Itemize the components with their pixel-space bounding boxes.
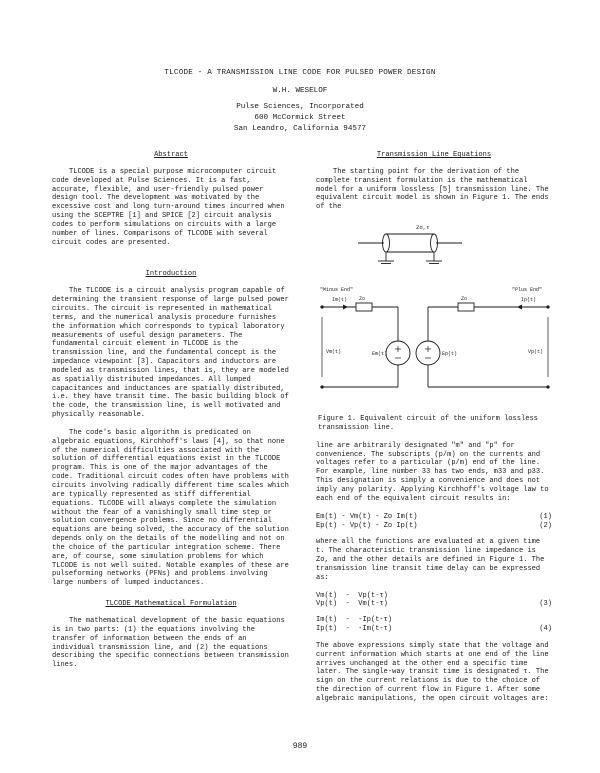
zo-resistor-right [458, 303, 474, 311]
formulation-paragraph-1: The mathematical development of the basic equations is in two parts: (1) the equations involving the transfer of information between the ends of an individual transmission line, and (2) the equations describing the specific connections between transmission lines. [52, 616, 289, 670]
equation-1-text: Em(t) - Vm(t) - Zo Im(t) [316, 512, 418, 521]
ep-label: Ep(t) [442, 351, 458, 358]
zo-label-left: Zo [359, 296, 366, 303]
equation-4a [316, 616, 552, 625]
ep-source [416, 341, 440, 365]
tl-paragraph-1: The starting point for the derivation of the complete transient formulation is the mathematical model for a uniform lossless [5] transmission line. The equivalent circuit model is shown in Figure 1. The ends of the [316, 167, 549, 212]
address-line-2: San Leandro, California 94577 [233, 125, 367, 133]
equation-2 [316, 522, 552, 531]
vm-label: Vm(t) [326, 349, 342, 356]
equation-4a-text: Im(t) - -Ip(t-τ) [316, 616, 393, 625]
ip-arrow-icon [517, 305, 522, 310]
abstract-text: TLCODE is a special purpose microcomputer circuit code developed at Pulse Sciences. It is a fast, accurate, flexible, and user-friendly pulsed power design tool. The development was motivated by the excessive cost and long turn-around times incurred when using the SCEPTRE [1] and SPICE [2] circuit analysis codes to perform simulations on circuits with a large number of lines. Comparisons of TLCODE with several circuit codes are presented. [52, 167, 285, 247]
equation-4-number: (4) [539, 625, 552, 634]
tl-paragraph-3: where all the functions are evaluated at a given time t. The characteristic transmission line impedance is Zo, and the other details are defined in Figure 1. The transmission line transit time delay can be expressed as: [316, 538, 545, 582]
figure-1-caption: Figure 1. Equivalent circuit of the uniform lossless transmission line. [318, 415, 538, 432]
right-column [316, 151, 552, 713]
equation-1 [316, 513, 552, 522]
figure-1 [316, 221, 552, 409]
introduction-paragraph-1: The TLCODE is a circuit analysis program capable of determining the transient response of large pulsed power circuits. The circuit is represented in mathematical terms, and the numerical analysis procedure furnishes the information which corresponds to typical laboratory measurements of useful design parameters. The fundamental circuit element in TLCODE is the transmission line, and the fundamental concept is the impedance viewpoint [3]. Capacitors and inductors are modeled as transmission lines, that is, they are modeled as spatially distributed impedances. All lumped capacitances and inductances are spatially distributed, i.e. they have transit time. The basic building block of the code, the transmission line, is well motivated and physically reasonable. [52, 287, 289, 420]
plus-end-label: "Plus End" [512, 287, 543, 294]
equation-3-number: (3) [539, 600, 552, 609]
equation-4b-text: Ip(t) - -Im(t-τ) [316, 625, 393, 634]
equations-1-2 [316, 513, 552, 531]
equation-4b [316, 625, 552, 634]
im-label: Im(t) [332, 297, 348, 304]
terminal-plus-bottom [546, 385, 549, 388]
page-number: 989 [292, 742, 308, 751]
tl-paragraph-4: The above expressions simply state that the voltage and current information which starts at one end of the line arrives unchanged at the other end a specific time later. The single-way transit time is designated τ. The sign on the current relations is due to the choice of the direction of current flow in Figure 1. After some algebraic manipulations, the open circuit voltages are: [316, 641, 549, 703]
em-label: Em(t) [372, 351, 388, 358]
zo-label-right: Zo [461, 296, 468, 303]
equation-3a-text: Vm(t) - Vp(t-τ) [316, 591, 388, 600]
equation-3b-text: Vp(t) - Vm(t-τ) [316, 600, 388, 609]
introduction-heading: Introduction [145, 270, 197, 279]
vp-label: Vp(t) [528, 349, 544, 356]
introduction-paragraph-2: The code's basic algorithm is predicated on algebraic equations, Kirchhoff's laws [4], so that none of the numerical difficulties associated with the solution of differential equations exist in the TLCODE program. This is one of the major advantages of the code. Traditional circuit codes often have problems with circuits involving radically different time scales which are typically represented as stiff differential equations. TLCODE will always complete the simulation without the fear of a vanishingly small time step or solution convergence problems. Since no differential equations are being solved, the accuracy of the solution depends only on the details of the modelling and not on the choice of the particular integration scheme. There are, of course, some simulation problems for which TLCODE is not well suited. Notable examples of these are pulseforming networks (PFNs) and problems involving large numbers of lumped inductances. [52, 428, 289, 588]
formulation-heading: TLCODE Mathematical Formulation [105, 600, 237, 609]
address-line-1: 600 McCormick Street [254, 114, 346, 122]
tl-paragraph-2: line are arbitrarily designated "m" and "p" for convenience. The subscripts (p/m) on the currents and voltages refer to a particular (p/m) end of the line. For example, line number 33 has two ends, m33 and p33. This designation is simply a convenience and does not imply any polarity. Applying Kirchhoff's voltage law to each end of the equivalent circuit results in: [316, 441, 549, 503]
terminal-minus-bottom [320, 385, 323, 388]
em-source [386, 341, 410, 365]
coax-label: Zo,τ [416, 224, 430, 232]
equation-2-text: Ep(t) - Vp(t) - Zo Ip(t) [316, 521, 418, 530]
im-arrow-icon [343, 305, 348, 310]
abstract-heading: Abstract [154, 151, 188, 159]
equivalent-circuit-diagram [316, 221, 552, 409]
equations-3-4 [316, 592, 552, 634]
equation-3b [316, 600, 552, 609]
affiliation: Pulse Sciences, Incorporated [236, 103, 364, 111]
minus-end-label: "Minus End" [320, 287, 354, 294]
equation-3a [316, 592, 552, 601]
zo-resistor-left [356, 303, 372, 311]
equation-1-number: (1) [539, 512, 552, 521]
terminal-minus-top [320, 305, 323, 308]
ip-label: Ip(t) [521, 297, 537, 304]
transmission-line-equations-heading: Transmission Line Equations [376, 151, 492, 159]
author-name: W.H. WESELOF [272, 87, 328, 95]
paper-header [0, 68, 600, 135]
left-column [52, 151, 290, 679]
terminal-plus-top [546, 305, 549, 308]
paper-title: TLCODE - A TRANSMISSION LINE CODE FOR PULSED POWER DESIGN [164, 69, 436, 77]
equation-2-number: (2) [539, 521, 552, 530]
